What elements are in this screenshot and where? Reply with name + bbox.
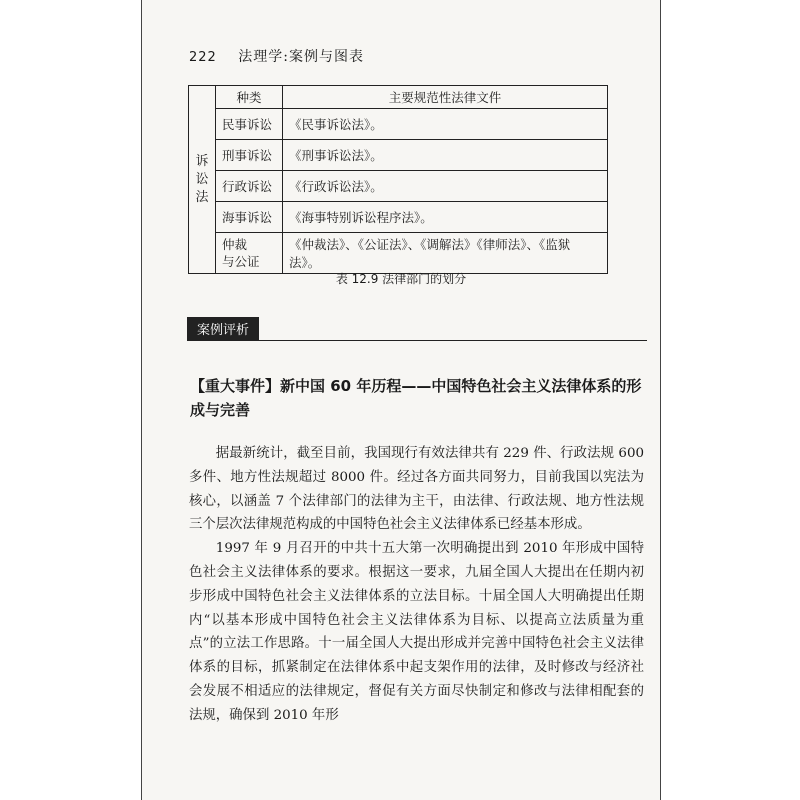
table-row bbox=[189, 140, 608, 171]
kind-cell: 行政诉讼 bbox=[216, 171, 283, 202]
page-number: 222 bbox=[189, 50, 217, 65]
kind-line: 与公证 bbox=[222, 254, 260, 269]
paragraph: 据最新统计，截至目前，我国现行有效法律共有 229 件、行政法规 600 多件、地方性法规超过 8000 件。经过各方面共同努力，目前我国以宪法为核心，以涵盖 7 个法律部门的法律为主干，由法律、行政法规、地方性法规三个层次法律规范构成的中国特色社会主义法律体系已经基本形成。 bbox=[189, 446, 644, 533]
article-body bbox=[189, 442, 644, 728]
docs-cell: 《海事特别诉讼程序法》。 bbox=[283, 202, 608, 233]
kind-cell: 刑事诉讼 bbox=[216, 140, 283, 171]
kind-line: 仲裁 bbox=[222, 237, 248, 252]
table-row bbox=[189, 171, 608, 202]
table-header-row bbox=[189, 86, 608, 109]
article-heading: 【重大事件】新中国 60 年历程——中国特色社会主义法律体系的形成与完善 bbox=[190, 377, 642, 419]
column-header-kind: 种类 bbox=[216, 86, 283, 109]
kind-cell: 民事诉讼 bbox=[216, 109, 283, 140]
running-header bbox=[189, 46, 364, 66]
docs-cell: 《刑事诉讼法》。 bbox=[283, 140, 608, 171]
kind-cell bbox=[216, 233, 283, 274]
section-divider bbox=[187, 340, 647, 341]
category-cell bbox=[189, 86, 216, 274]
law-division-table bbox=[188, 85, 608, 274]
docs-cell: 《行政诉讼法》。 bbox=[283, 171, 608, 202]
paragraph: 1997 年 9 月召开的中共十五大第一次明确提出到 2010 年形成中国特色社会主义法律体系的要求。根据这一要求，九届全国人大提出在任期内初步形成中国特色社会主义法律体系的立法目标。十届全国人大明确提出任期内“以基本形成中国特色社会主义法律体系为目标、以提高立法质量为重点”的立法工作思路。十一届全国人大提出形成并完善中国特色社会主义法律体系的目标，抓紧制定在法律体系中起支架作用的法律，及时修改与经济社会发展不相适应的法律规定，督促有关方面尽快制定和修改与法律相配套的法规，确保到 2010 年形 bbox=[189, 541, 644, 723]
table-caption: 表 12.9 法律部门的划分 bbox=[335, 272, 467, 286]
category-label: 诉讼法 bbox=[195, 153, 209, 205]
table-row bbox=[189, 202, 608, 233]
docs-cell: 《民事诉讼法》。 bbox=[283, 109, 608, 140]
docs-cell: 《仲裁法》、《公证法》、《调解法》《律师法》、《监狱法》。 bbox=[283, 233, 608, 274]
column-header-docs: 主要规范性法律文件 bbox=[283, 86, 608, 109]
section-label: 案例评析 bbox=[187, 317, 259, 340]
table-row bbox=[189, 233, 608, 274]
table-row bbox=[189, 109, 608, 140]
book-page bbox=[141, 0, 661, 800]
kind-cell: 海事诉讼 bbox=[216, 202, 283, 233]
book-title: 法理学:案例与图表 bbox=[238, 49, 364, 65]
